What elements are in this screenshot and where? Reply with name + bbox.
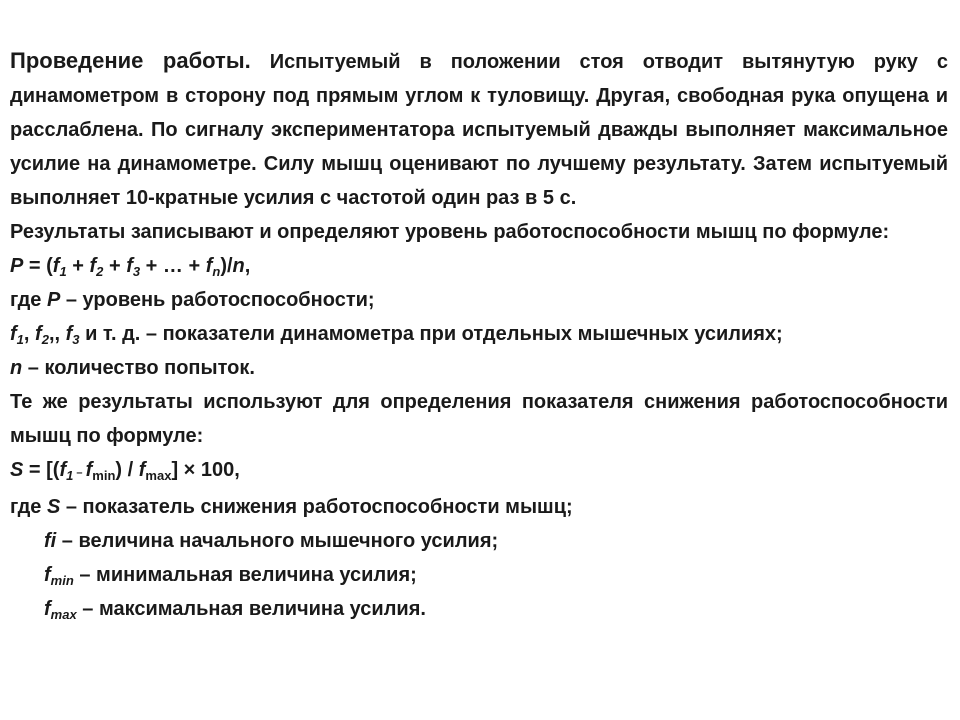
definition-f — [10, 317, 948, 351]
formula-p-sub2: 2 — [96, 264, 104, 279]
def-f-sub3: 3 — [72, 332, 80, 347]
formula-p-eq: = ( — [23, 255, 53, 277]
formula-p-end: , — [244, 255, 251, 277]
definition-fmax — [10, 592, 948, 626]
def-f-sub2: 2 — [41, 332, 49, 347]
formula-p-n: n — [232, 255, 245, 277]
def-s-text: – показатель снижения работоспособности мышц; — [60, 496, 573, 518]
def-fmax-sub: max — [50, 607, 77, 622]
formula-p-subn: n — [212, 264, 221, 279]
formula-s-fmin: f — [85, 459, 93, 481]
def-f-f1: f — [10, 323, 17, 345]
formula-s-fmax: f — [138, 459, 146, 481]
formula-p-f3: f — [126, 255, 133, 277]
formula-s — [10, 453, 948, 490]
formula-p-plus1: + — [66, 255, 90, 277]
def-p-var: P — [46, 289, 61, 311]
def-s-var: S — [46, 496, 61, 518]
formula-s-mult: ] × 100, — [171, 459, 240, 481]
decline-intro-text: Те же результаты используют для определения показателя снижения работоспособности мышц по формуле: — [10, 391, 948, 447]
def-f-f3: f — [65, 323, 73, 345]
definition-fi — [10, 524, 948, 558]
def-fi-var: fi — [44, 530, 57, 552]
formula-s-eq: = [( — [23, 459, 60, 481]
formula-p-lhs: P — [10, 255, 24, 277]
formula-p-fn: f — [205, 255, 213, 277]
definition-p — [10, 283, 948, 317]
formula-s-div: ) / — [115, 459, 139, 481]
def-n-text: – количество попыток. — [22, 357, 255, 379]
formula-s-submin: min — [92, 468, 116, 483]
section-heading: Проведение работы. — [10, 48, 251, 73]
formula-p-f1: f — [52, 255, 60, 277]
formula-p-sub1: 1 — [59, 264, 67, 279]
formula-p-div: )/ — [220, 255, 233, 277]
def-fi-text: – величина начального мышечного усилия; — [56, 530, 499, 552]
definition-s — [10, 490, 948, 524]
formula-p — [10, 249, 948, 283]
definition-n — [10, 351, 948, 385]
slide-text — [10, 44, 948, 626]
formula-s-lhs: S — [10, 459, 24, 481]
formula-s-minus: – — [73, 467, 86, 479]
def-f-comma1: , — [23, 323, 36, 345]
intro-text: Испытуемый в положении стоя отводит вытянутую руку с динамометром в сторону под прямым углом к туловищу. Другая, свободная рука опущена и расслаблена. По сигналу экспериментатора испытуемый дважды выполняет максимальное усилие на динамометре. Силу мышц оценивают по лучшему результату. Затем испытуемый выполняет 10-кратные усилия с частотой один раз в 5 с. — [10, 51, 948, 209]
definition-fmin — [10, 558, 948, 592]
def-s-prefix: где — [10, 496, 47, 518]
intro-paragraph — [10, 44, 948, 215]
formula-p-f2: f — [89, 255, 97, 277]
def-fmax-text: – максимальная величина усилия. — [76, 598, 426, 620]
def-f-f2: f — [35, 323, 42, 345]
formula-p-ellipsis: + … + — [140, 255, 206, 277]
def-fmin-sub: min — [50, 573, 74, 588]
def-n-var: n — [10, 357, 23, 379]
def-f-comma2: ,, — [48, 323, 66, 345]
formula-s-sub1: 1 — [66, 468, 74, 483]
formula-s-submax: max — [145, 468, 172, 483]
results-intro — [10, 215, 948, 249]
def-fmax-var: f — [44, 598, 51, 620]
def-fmin-var: f — [44, 564, 51, 586]
formula-p-sub3: 3 — [132, 264, 141, 279]
formula-s-f1: f — [59, 459, 67, 481]
decline-intro — [10, 385, 948, 453]
results-intro-text: Результаты записывают и определяют уровень работоспособности мышц по формуле: — [10, 221, 890, 243]
def-f-sub1: 1 — [16, 332, 24, 347]
def-p-text: – уровень работоспособности; — [60, 289, 375, 311]
def-p-prefix: где — [10, 289, 47, 311]
def-f-text: и т. д. – показатели динамометра при отдельных мышечных усилиях; — [79, 323, 783, 345]
def-fmin-text: – минимальная величина усилия; — [73, 564, 417, 586]
formula-p-plus2: + — [103, 255, 127, 277]
